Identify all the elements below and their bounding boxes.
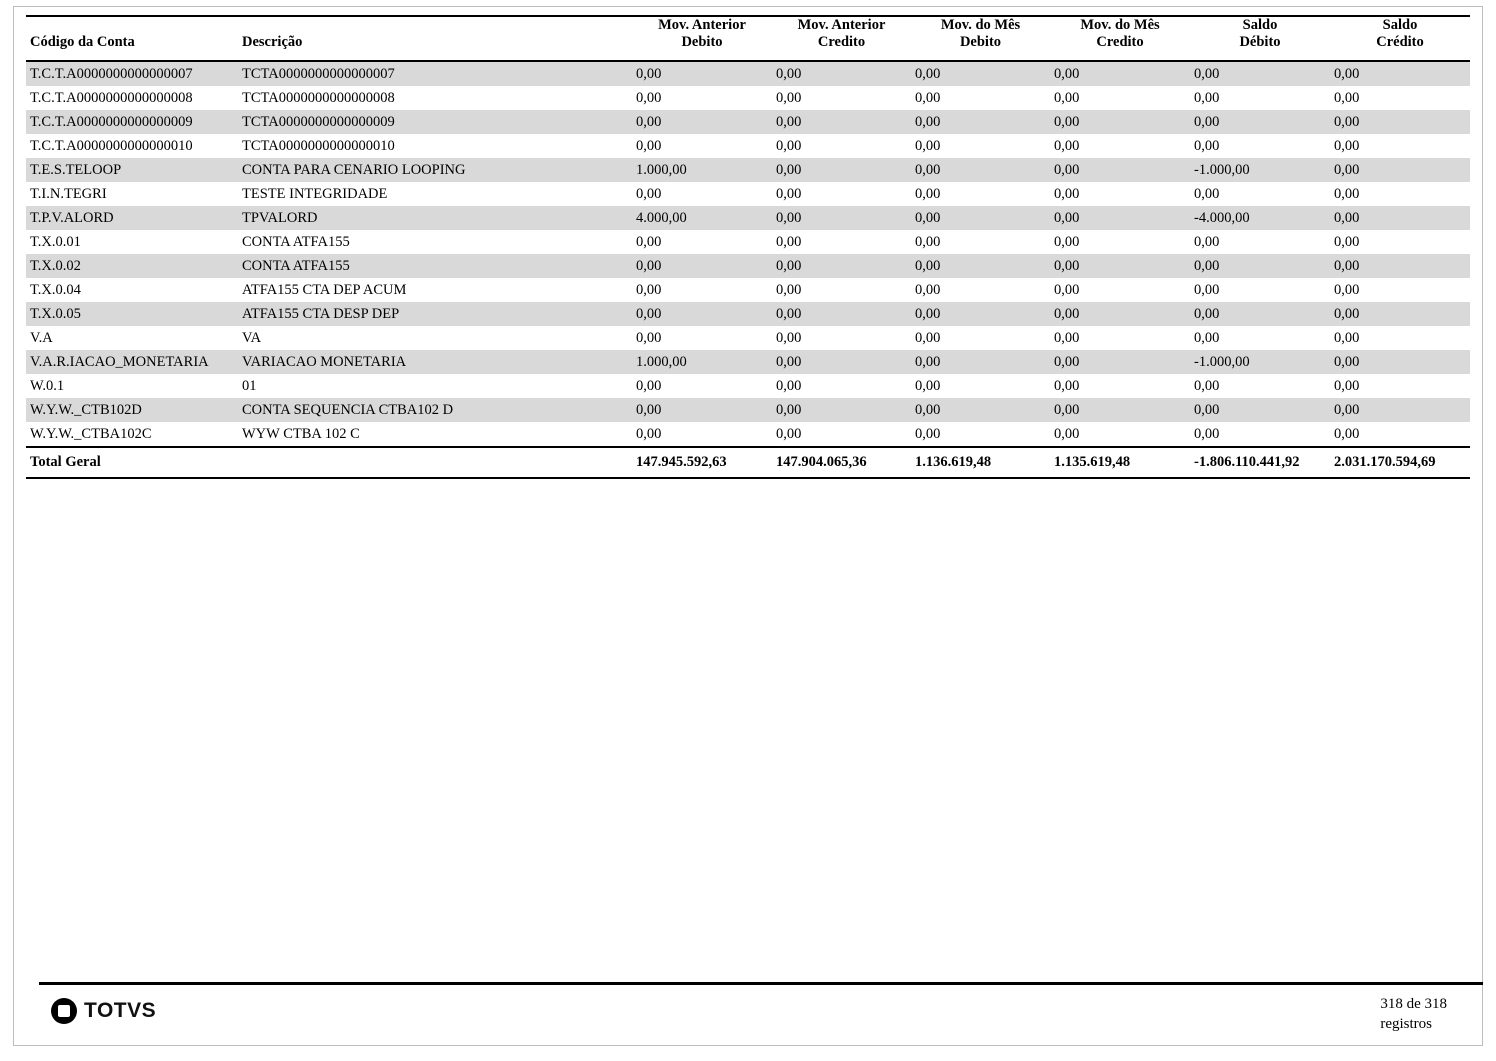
cell-prev-credit: 0,00: [772, 326, 911, 350]
accounts-balance-table: [26, 15, 1470, 479]
cell-month-credit: 0,00: [1050, 374, 1190, 398]
cell-code: T.C.T.A0000000000000010: [26, 134, 238, 158]
cell-prev-debit: 0,00: [632, 398, 772, 422]
total-balance-debit: -1.806.110.441,92: [1190, 447, 1330, 478]
cell-desc: VA: [238, 326, 632, 350]
cell-month-credit: 0,00: [1050, 182, 1190, 206]
cell-prev-debit: 0,00: [632, 254, 772, 278]
column-header-balance-credit: [1330, 16, 1470, 61]
cell-desc: ATFA155 CTA DESP DEP: [238, 302, 632, 326]
column-header-month-credit: [1050, 16, 1190, 61]
cell-prev-debit: 0,00: [632, 134, 772, 158]
cell-prev-debit: 0,00: [632, 374, 772, 398]
cell-bal-debit: -1.000,00: [1190, 350, 1330, 374]
cell-prev-credit: 0,00: [772, 61, 911, 86]
cell-bal-debit: 0,00: [1190, 86, 1330, 110]
cell-code: W.Y.W._CTB102D: [26, 398, 238, 422]
cell-month-debit: 0,00: [911, 278, 1050, 302]
cell-code: W.0.1: [26, 374, 238, 398]
cell-bal-debit: 0,00: [1190, 326, 1330, 350]
cell-bal-debit: 0,00: [1190, 302, 1330, 326]
cell-month-debit: 0,00: [911, 398, 1050, 422]
cell-desc: TESTE INTEGRIDADE: [238, 182, 632, 206]
record-count-label: registros: [1380, 1016, 1432, 1033]
cell-prev-credit: 0,00: [772, 302, 911, 326]
cell-code: T.X.0.02: [26, 254, 238, 278]
total-row: [26, 447, 1470, 478]
cell-prev-debit: 0,00: [632, 230, 772, 254]
table-body: [26, 61, 1470, 447]
cell-prev-credit: 0,00: [772, 110, 911, 134]
table-row: [26, 422, 1470, 447]
cell-bal-credit: 0,00: [1330, 254, 1470, 278]
cell-bal-credit: 0,00: [1330, 302, 1470, 326]
cell-month-credit: 0,00: [1050, 158, 1190, 182]
totvs-logo-text: TOTVS: [84, 999, 157, 1022]
table-header: [26, 16, 1470, 61]
cell-code: T.E.S.TELOOP: [26, 158, 238, 182]
cell-month-debit: 0,00: [911, 254, 1050, 278]
table-row: [26, 86, 1470, 110]
cell-bal-credit: 0,00: [1330, 134, 1470, 158]
table-row: [26, 110, 1470, 134]
footer-divider: [39, 982, 1483, 985]
cell-prev-credit: 0,00: [772, 230, 911, 254]
cell-prev-debit: 0,00: [632, 302, 772, 326]
cell-bal-debit: 0,00: [1190, 254, 1330, 278]
table-row: [26, 182, 1470, 206]
cell-bal-credit: 0,00: [1330, 61, 1470, 86]
cell-desc: TCTA0000000000000007: [238, 61, 632, 86]
cell-desc: TPVALORD: [238, 206, 632, 230]
cell-prev-debit: 4.000,00: [632, 206, 772, 230]
page-footer: [39, 992, 1483, 1042]
cell-code: T.I.N.TEGRI: [26, 182, 238, 206]
cell-month-credit: 0,00: [1050, 326, 1190, 350]
table-row: [26, 374, 1470, 398]
column-header-balance-credit-line1: Saldo: [1382, 17, 1418, 33]
column-header-prev-credit-line2: Credito: [817, 33, 866, 50]
cell-month-debit: 0,00: [911, 302, 1050, 326]
total-month-debit: 1.136.619,48: [911, 447, 1050, 478]
table-row: [26, 206, 1470, 230]
total-label: Total Geral: [26, 447, 238, 478]
record-count: [1380, 994, 1447, 1035]
cell-month-debit: 0,00: [911, 206, 1050, 230]
cell-desc: TCTA0000000000000008: [238, 86, 632, 110]
cell-prev-credit: 0,00: [772, 398, 911, 422]
cell-month-debit: 0,00: [911, 422, 1050, 447]
cell-bal-credit: 0,00: [1330, 374, 1470, 398]
cell-code: T.C.T.A0000000000000009: [26, 110, 238, 134]
total-balance-credit: 2.031.170.594,69: [1330, 447, 1470, 478]
table-footer: [26, 447, 1470, 478]
column-header-prev-credit: [772, 16, 911, 61]
table-row: [26, 158, 1470, 182]
cell-prev-debit: 0,00: [632, 182, 772, 206]
cell-bal-credit: 0,00: [1330, 158, 1470, 182]
cell-month-credit: 0,00: [1050, 278, 1190, 302]
cell-desc: ATFA155 CTA DEP ACUM: [238, 278, 632, 302]
cell-prev-debit: 0,00: [632, 110, 772, 134]
cell-bal-debit: 0,00: [1190, 374, 1330, 398]
cell-prev-debit: 0,00: [632, 61, 772, 86]
cell-prev-credit: 0,00: [772, 158, 911, 182]
cell-code: V.A.R.IACAO_MONETARIA: [26, 350, 238, 374]
cell-month-debit: 0,00: [911, 230, 1050, 254]
cell-prev-credit: 0,00: [772, 254, 911, 278]
table-row: [26, 230, 1470, 254]
cell-month-credit: 0,00: [1050, 350, 1190, 374]
cell-code: T.X.0.05: [26, 302, 238, 326]
cell-month-credit: 0,00: [1050, 134, 1190, 158]
column-header-balance-debit-line1: Saldo: [1242, 17, 1278, 33]
cell-code: W.Y.W._CTBA102C: [26, 422, 238, 447]
table-row: [26, 61, 1470, 86]
cell-month-credit: 0,00: [1050, 86, 1190, 110]
cell-prev-debit: 1.000,00: [632, 350, 772, 374]
cell-desc: TCTA0000000000000009: [238, 110, 632, 134]
cell-bal-debit: 0,00: [1190, 398, 1330, 422]
cell-desc: WYW CTBA 102 C: [238, 422, 632, 447]
cell-bal-debit: 0,00: [1190, 61, 1330, 86]
total-prev-credit: 147.904.065,36: [772, 447, 911, 478]
column-header-prev-debit-line1: Mov. Anterior: [658, 17, 746, 33]
cell-bal-credit: 0,00: [1330, 110, 1470, 134]
totvs-logo: [51, 998, 156, 1024]
cell-bal-debit: 0,00: [1190, 422, 1330, 447]
cell-month-credit: 0,00: [1050, 230, 1190, 254]
cell-month-credit: 0,00: [1050, 110, 1190, 134]
cell-month-debit: 0,00: [911, 86, 1050, 110]
table-header-row: [26, 16, 1470, 61]
cell-prev-credit: 0,00: [772, 278, 911, 302]
cell-month-debit: 0,00: [911, 134, 1050, 158]
column-header-prev-debit-line2: Debito: [681, 33, 723, 50]
cell-code: T.X.0.04: [26, 278, 238, 302]
cell-desc: TCTA0000000000000010: [238, 134, 632, 158]
table-row: [26, 326, 1470, 350]
column-header-balance-credit-line2: Crédito: [1376, 33, 1424, 50]
cell-code: T.X.0.01: [26, 230, 238, 254]
record-count-value: 318 de 318: [1380, 996, 1447, 1012]
column-header-month-credit-line1: Mov. do Mês: [1080, 17, 1160, 33]
cell-month-debit: 0,00: [911, 374, 1050, 398]
cell-bal-credit: 0,00: [1330, 422, 1470, 447]
cell-month-credit: 0,00: [1050, 206, 1190, 230]
cell-bal-credit: 0,00: [1330, 182, 1470, 206]
cell-bal-credit: 0,00: [1330, 350, 1470, 374]
cell-desc: CONTA ATFA155: [238, 230, 632, 254]
total-prev-debit: 147.945.592,63: [632, 447, 772, 478]
cell-prev-debit: 0,00: [632, 326, 772, 350]
column-header-balance-debit-line2: Débito: [1239, 33, 1281, 50]
table-row: [26, 302, 1470, 326]
report-sheet: [13, 6, 1483, 1046]
cell-month-credit: 0,00: [1050, 422, 1190, 447]
cell-month-debit: 0,00: [911, 182, 1050, 206]
cell-bal-debit: 0,00: [1190, 110, 1330, 134]
column-header-code: Código da Conta: [26, 16, 238, 61]
cell-prev-credit: 0,00: [772, 350, 911, 374]
cell-month-debit: 0,00: [911, 61, 1050, 86]
cell-month-debit: 0,00: [911, 110, 1050, 134]
cell-code: T.C.T.A0000000000000007: [26, 61, 238, 86]
cell-code: V.A: [26, 326, 238, 350]
cell-bal-credit: 0,00: [1330, 86, 1470, 110]
column-header-description: Descrição: [238, 16, 632, 61]
cell-prev-credit: 0,00: [772, 134, 911, 158]
cell-month-credit: 0,00: [1050, 254, 1190, 278]
cell-prev-debit: 0,00: [632, 278, 772, 302]
table-row: [26, 278, 1470, 302]
cell-desc: CONTA ATFA155: [238, 254, 632, 278]
cell-desc: 01: [238, 374, 632, 398]
totvs-logo-icon: [51, 998, 77, 1024]
cell-bal-debit: 0,00: [1190, 230, 1330, 254]
cell-code: T.P.V.ALORD: [26, 206, 238, 230]
total-spacer: [238, 447, 632, 478]
cell-bal-debit: 0,00: [1190, 134, 1330, 158]
column-header-balance-debit: [1190, 16, 1330, 61]
column-header-month-debit: [911, 16, 1050, 61]
cell-prev-credit: 0,00: [772, 86, 911, 110]
cell-desc: CONTA PARA CENARIO LOOPING: [238, 158, 632, 182]
cell-prev-credit: 0,00: [772, 206, 911, 230]
cell-bal-credit: 0,00: [1330, 398, 1470, 422]
table-row: [26, 134, 1470, 158]
cell-prev-debit: 0,00: [632, 422, 772, 447]
cell-prev-credit: 0,00: [772, 374, 911, 398]
cell-prev-credit: 0,00: [772, 182, 911, 206]
cell-month-credit: 0,00: [1050, 302, 1190, 326]
column-header-prev-debit: [632, 16, 772, 61]
cell-bal-debit: -1.000,00: [1190, 158, 1330, 182]
column-header-prev-credit-line1: Mov. Anterior: [797, 17, 886, 33]
cell-month-debit: 0,00: [911, 326, 1050, 350]
table-row: [26, 350, 1470, 374]
column-header-month-debit-line2: Debito: [959, 33, 1002, 50]
cell-bal-debit: -4.000,00: [1190, 206, 1330, 230]
column-header-month-debit-line1: Mov. do Mês: [940, 17, 1021, 33]
table-row: [26, 398, 1470, 422]
cell-bal-credit: 0,00: [1330, 278, 1470, 302]
cell-prev-credit: 0,00: [772, 422, 911, 447]
report-content: [26, 15, 1470, 479]
cell-prev-debit: 0,00: [632, 86, 772, 110]
cell-bal-debit: 0,00: [1190, 182, 1330, 206]
cell-month-debit: 0,00: [911, 158, 1050, 182]
cell-bal-debit: 0,00: [1190, 278, 1330, 302]
cell-bal-credit: 0,00: [1330, 230, 1470, 254]
cell-month-debit: 0,00: [911, 350, 1050, 374]
cell-month-credit: 0,00: [1050, 398, 1190, 422]
total-month-credit: 1.135.619,48: [1050, 447, 1190, 478]
cell-prev-debit: 1.000,00: [632, 158, 772, 182]
cell-bal-credit: 0,00: [1330, 206, 1470, 230]
column-header-month-credit-line2: Credito: [1096, 33, 1144, 50]
cell-bal-credit: 0,00: [1330, 326, 1470, 350]
cell-month-credit: 0,00: [1050, 61, 1190, 86]
table-row: [26, 254, 1470, 278]
cell-desc: CONTA SEQUENCIA CTBA102 D: [238, 398, 632, 422]
cell-desc: VARIACAO MONETARIA: [238, 350, 632, 374]
cell-code: T.C.T.A0000000000000008: [26, 86, 238, 110]
